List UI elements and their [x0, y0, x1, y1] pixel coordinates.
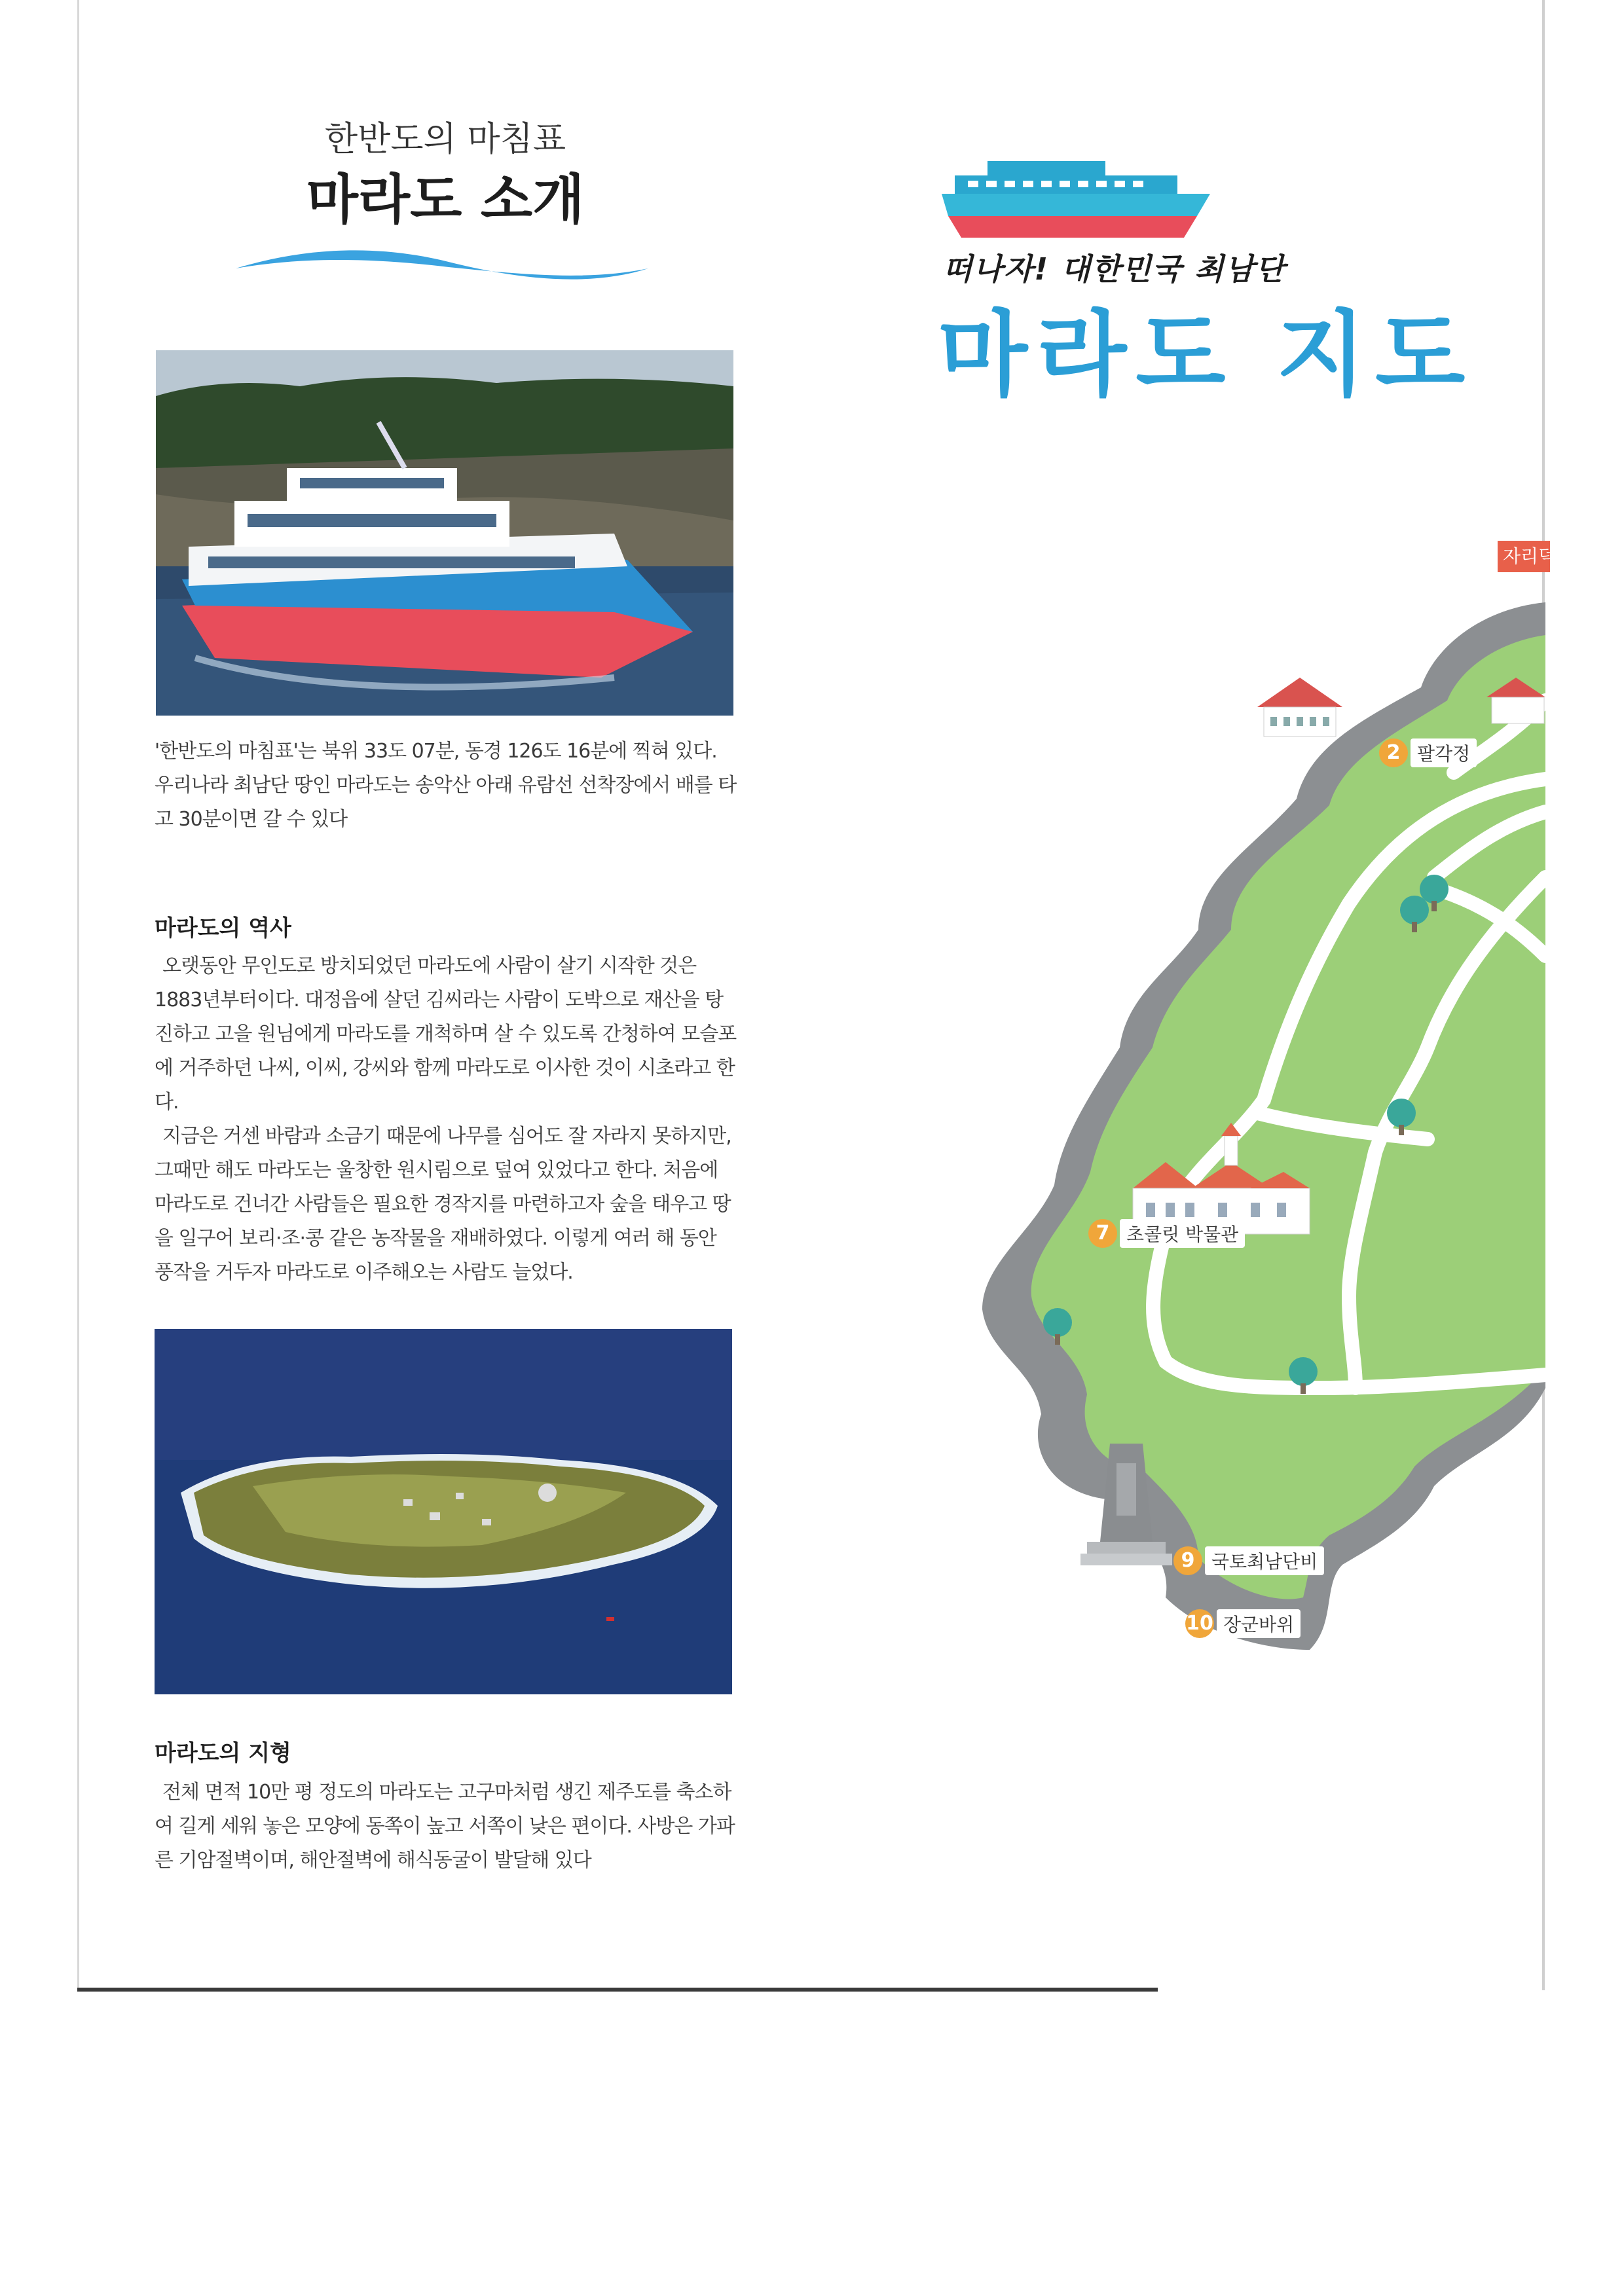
wave-divider [232, 242, 652, 295]
map-marker-southernmost-monument[interactable] [1173, 1546, 1324, 1575]
map-marker-general-rock[interactable] [1185, 1609, 1301, 1638]
ferry-photo [156, 350, 733, 716]
page-bottom-edge [77, 1988, 1158, 1992]
marker-label: 국토최남단비 [1205, 1546, 1324, 1575]
marker-number: 9 [1173, 1546, 1202, 1575]
marker-number: 7 [1088, 1219, 1117, 1248]
map-marker-chocolate-museum[interactable] [1088, 1219, 1245, 1248]
marker-number: 2 [1379, 738, 1408, 767]
map-marker-pavilion[interactable] [1379, 738, 1477, 767]
marker-label: 초콜릿 박물관 [1120, 1219, 1245, 1248]
intro-title: 마라도 소개 [306, 169, 585, 231]
map-slogan: 떠나자! 대한민국 최남단 [943, 251, 1286, 287]
island-aerial-photo [155, 1329, 732, 1694]
marker-label: 장군바위 [1217, 1609, 1301, 1638]
marado-map [891, 537, 1545, 1702]
terrain-heading: 마라도의 지형 [155, 1740, 291, 1766]
history-paragraph-2: 지금은 거센 바람과 소금기 때문에 나무를 심어도 잘 자라지 못하지만, 그때만 해도 마라도는 울창한 원시림으로 덮여 있었다고 한다. 처음에 마라도로 건너간 사람들은 필요한 경작지를 마련하고자 숲을 태우고 땅을 일구어 보리·조·콩 같은 농작물을 재배하였다. 이렇게 여러 해 동안 풍작을 거두자 마라도로 이주해오는 사람도 늘었다. [155, 1125, 731, 1284]
intro-subtitle: 한반도의 마침표 [324, 120, 566, 159]
marker-label: 팔각정 [1411, 738, 1477, 767]
terrain-paragraph: 전체 면적 10만 평 정도의 마라도는 고구마처럼 생긴 제주도를 축소하여 길게 세워 놓은 모양에 동쪽이 높고 서쪽이 낮은 편이다. 사방은 가파른 기암절벽이며, 해안절벽에 해식동굴이 발달해 있다 [155, 1781, 735, 1872]
map-corner-tag: 자리덕 [1498, 541, 1550, 572]
history-paragraph-1: 오랫동안 무인도로 방치되었던 마라도에 사람이 살기 시작한 것은 1883년부터이다. 대정읍에 살던 김씨라는 사람이 도박으로 재산을 탕진하고 고을 원님에게 마라도를 개척하며 살 수 있도록 간청하여 모슬포에 거주하던 나씨, 이씨, 강씨와 함께 마라도로 이사한 것이 시초라고 한다. [155, 955, 737, 1114]
map-title: 마라도 지도 [938, 301, 1475, 409]
history-heading: 마라도의 역사 [155, 915, 291, 941]
ship-illustration-icon [935, 156, 1217, 241]
marker-number: 10 [1185, 1609, 1214, 1638]
intro-caption: '한반도의 마침표'는 북위 33도 07분, 동경 126도 16분에 찍혀 있다. 우리나라 최남단 땅인 마라도는 송악산 아래 유람선 선착장에서 배를 타고 30분이면 갈 수 있다 [155, 740, 737, 831]
